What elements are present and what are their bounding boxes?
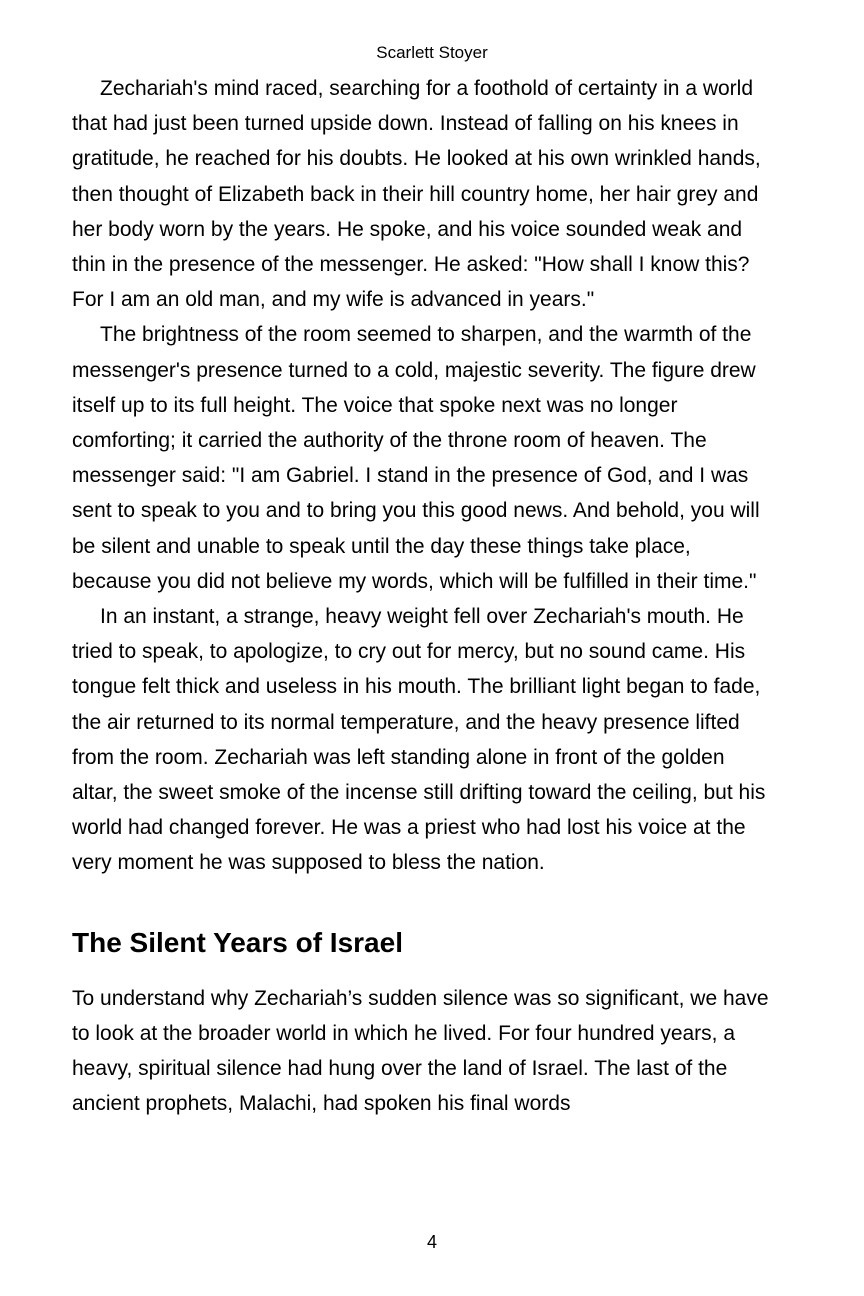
- page-body: [72, 71, 772, 1121]
- body-paragraph-1: Zechariah's mind raced, searching for a foothold of certainty in a world that had just been turned upside down. Instead of falling on his knees in gratitude, he reached for his doubts. He looked at his own wrinkled hands, then thought of Elizabeth back in their hill country home, her hair grey and her body worn by the years. He spoke, and his voice sounded weak and thin in the presence of the messenger. He asked: "How shall I know this? For I am an old man, and my wife is advanced in years.": [72, 77, 761, 312]
- running-header-author: Scarlett Stoyer: [376, 43, 488, 62]
- body-paragraph-3: In an instant, a strange, heavy weight fell over Zechariah's mouth. He tried to speak, to apologize, to cry out for mercy, but no sound came. His tongue felt thick and useless in his mouth. The brilliant light began to fade, the air returned to its normal temperature, and the heavy presence lifted from the room. Zechariah was left standing alone in front of the golden altar, the sweet smoke of the incense still drifting toward the ceiling, but his world had changed forever. He was a priest who had lost his voice at the very moment he was supposed to bless the nation.: [72, 605, 766, 875]
- body-paragraph-2: The brightness of the room seemed to sharpen, and the warmth of the messenger's presence turned to a cold, majestic severity. The figure drew itself up to its full height. The voice that spoke next was no longer comforting; it carried the authority of the throne room of heaven. The messenger said: "I am Gabriel. I stand in the presence of God, and I was sent to speak to you and to bring you this good news. And behold, you will be silent and unable to speak until the day these things take place, because you did not believe my words, which will be fulfilled in their time.": [72, 323, 760, 593]
- section-paragraph: To understand why Zechariah’s sudden silence was so significant, we have to look at the broader world in which he lived. For four hundred years, a heavy, spiritual silence had hung over the land of Israel. The last of the ancient prophets, Malachi, had spoken his final words: [72, 986, 769, 1116]
- page-number: 4: [426, 1232, 437, 1252]
- section-heading: The Silent Years of Israel: [72, 926, 403, 958]
